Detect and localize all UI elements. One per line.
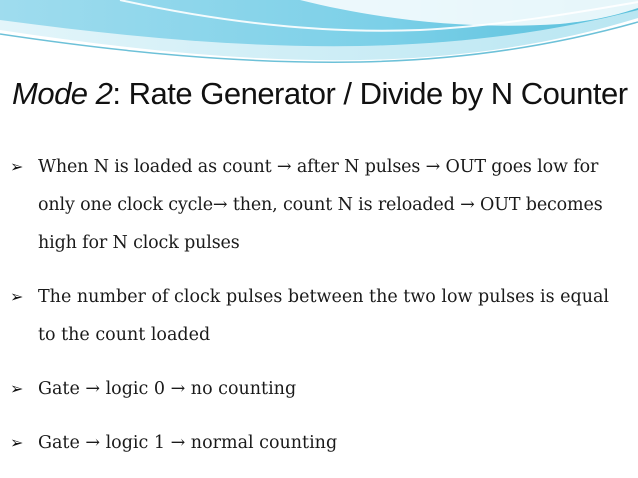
slide-title	[12, 72, 632, 116]
bullet-list	[10, 148, 630, 478]
bullet-text: Gate → logic 0 → no counting	[38, 379, 297, 399]
arrowhead-bullet-icon: ➢	[10, 157, 24, 176]
title-mode-label: Mode 2	[12, 76, 113, 111]
arrowhead-bullet-icon: ➢	[10, 287, 24, 306]
arrowhead-bullet-icon: ➢	[10, 433, 24, 452]
bullet-text: When N is loaded as count → after N pulses → OUT goes low for only one clock cycle→ then, count N is reloaded → OUT becomes high for N clock pulses	[38, 157, 603, 253]
bullet-item	[10, 370, 630, 408]
bullet-item	[10, 148, 630, 262]
arrowhead-bullet-icon: ➢	[10, 379, 24, 398]
bullet-text: Gate → logic 1 → normal counting	[38, 433, 338, 453]
bullet-item	[10, 278, 630, 354]
bullet-text: The number of clock pulses between the two low pulses is equal to the count loaded	[38, 287, 609, 345]
header-wave-decoration	[0, 0, 638, 70]
title-main-text: : Rate Generator / Divide by N Counter	[112, 76, 628, 111]
bullet-item	[10, 424, 630, 462]
